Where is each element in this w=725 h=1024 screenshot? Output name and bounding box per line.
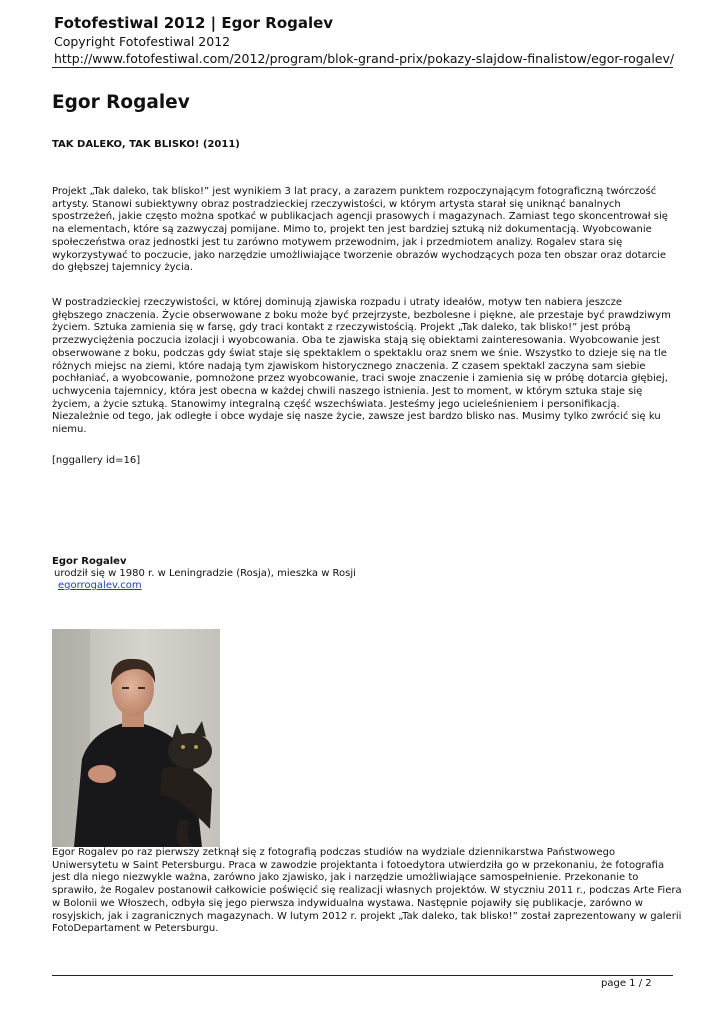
document-header — [54, 14, 674, 67]
article-paragraph-2: W postradzieckiej rzeczywistości, w której dominują zjawiska rozpadu i utraty ideałów, motyw ten nabiera jeszcze głębszego znaczenia. Życie obserwowane z boku może być przejrzyste, bezbolesne i piękne, ale przestaje być prawdziwym życiem. Sztuka zamienia się w farsę, gdy traci kontakt z rzeczywistością. Projekt „Tak daleko, tak blisko!” jest próbą przezwyciężenia poczucia izolacji i wyobcowania. Oba te zjawiska stają się obiektami zainteresowania. Wyobcowanie jest obserwowane z boku, podczas gdy świat staje się spektaklem o spektaklu oraz snem we śnie. Wszystko to dzieje się na tle różnych miejsc na ziemi, które nadają tym zjawiskom historycznego znaczenia. Z czasem spektakl zaczyna sam siebie pochłaniać, a wyobcowanie, pomnożone przez wyobcowanie, traci swoje znaczenie i zamienia się w próbę dotarcia głębiej, uchwycenia tajemnicy, która jest obecna w każdej chwili naszego istnienia. Jest to moment, w którym sztuka staje się życiem, a życie sztuką. Stanowimy integralną część wszechświata. Jesteśmy jego ucieleśnieniem i personifikacją. Niezależnie od tego, jak odległe i obce wydaje się nasze życie, zawsze jest bardzo blisko nas. Musimy tylko zwrócić się ku niemu. — [52, 297, 671, 436]
page-number: page 1 / 2 — [601, 978, 652, 989]
author-name: Egor Rogalev — [52, 556, 127, 567]
header-url: http://www.fotofestiwal.com/2012/program/blok-grand-prix/pokazy-slajdow-finalistow/egor-rogalev/ — [54, 51, 675, 66]
header-divider — [52, 67, 673, 68]
author-biography: Egor Rogalev po raz pierwszy zetknął się z fotografią podczas studiów na wydziale dziennikarstwa Państwowego Uniwersytetu w Saint Petersburgu. Praca w zawodzie projektanta i fotoedytora utwierdziła go w przekonaniu, że fotografia jest dla niego niezwykle ważna, zarówno jako zjawisko, jak i narzędzie umożliwiające samospełnienie. Przekonanie to sprawiło, że Rogalev postanowił całkowicie poświęcić się realizacji własnych projektów. W styczniu 2011 r., podczas Arte Fiera w Bolonii we Włoszech, odbyła się jego pierwsza indywidualna wystawa. Następnie pojawiły się publikacje, zarówno w rosyjskich, jak i zagranicznych magazynach. W lutym 2012 r. projekt „Tak daleko, tak blisko!” został zaprezentowany w galerii FotoDepartament w Petersburgu. — [52, 847, 682, 935]
author-bio-line: urodził się w 1980 r. w Leningradzie (Rosja), mieszka w Rosji — [54, 568, 356, 579]
header-copyright: Copyright Fotofestiwal 2012 — [54, 34, 231, 49]
article-subtitle: TAK DALEKO, TAK BLISKO! (2011) — [52, 139, 240, 150]
author-photo — [52, 629, 220, 847]
footer-divider — [52, 975, 673, 976]
author-website-link[interactable]: egorrogalev.com — [58, 580, 142, 591]
header-title: Fotofestiwal 2012 | Egor Rogalev — [54, 14, 334, 32]
article-title: Egor Rogalev — [52, 92, 190, 113]
article-paragraph-1: Projekt „Tak daleko, tak blisko!” jest wynikiem 3 lat pracy, a zarazem punktem rozpoczynającym fotograficzną twórczość artysty. Stanowi subiektywny obraz postradzieckiej rzeczywistości, w którym artysta starał się uniknąć banalnych spostrzeżeń, jakie często można spotkać w publikacjach agencji prasowych i magazynach. Zamiast tego skoncentrował się na elementach, które są zazwyczaj pomijane. Mimo to, projekt ten jest bardziej sztuką niż dokumentacją. Wyobcowanie społeczeństwa oraz jednostki jest tu zarówno motywem przewodnim, jak i przedmiotem analizy. Rogalev stara się wykorzystywać to poczucie, jako narzędzie umożliwiające tworzenie obrazów wychodzących poza ten obszar oraz dotarcie do głębszej tajemnicy życia. — [52, 186, 668, 274]
gallery-shortcode: [nggallery id=16] — [52, 455, 141, 466]
